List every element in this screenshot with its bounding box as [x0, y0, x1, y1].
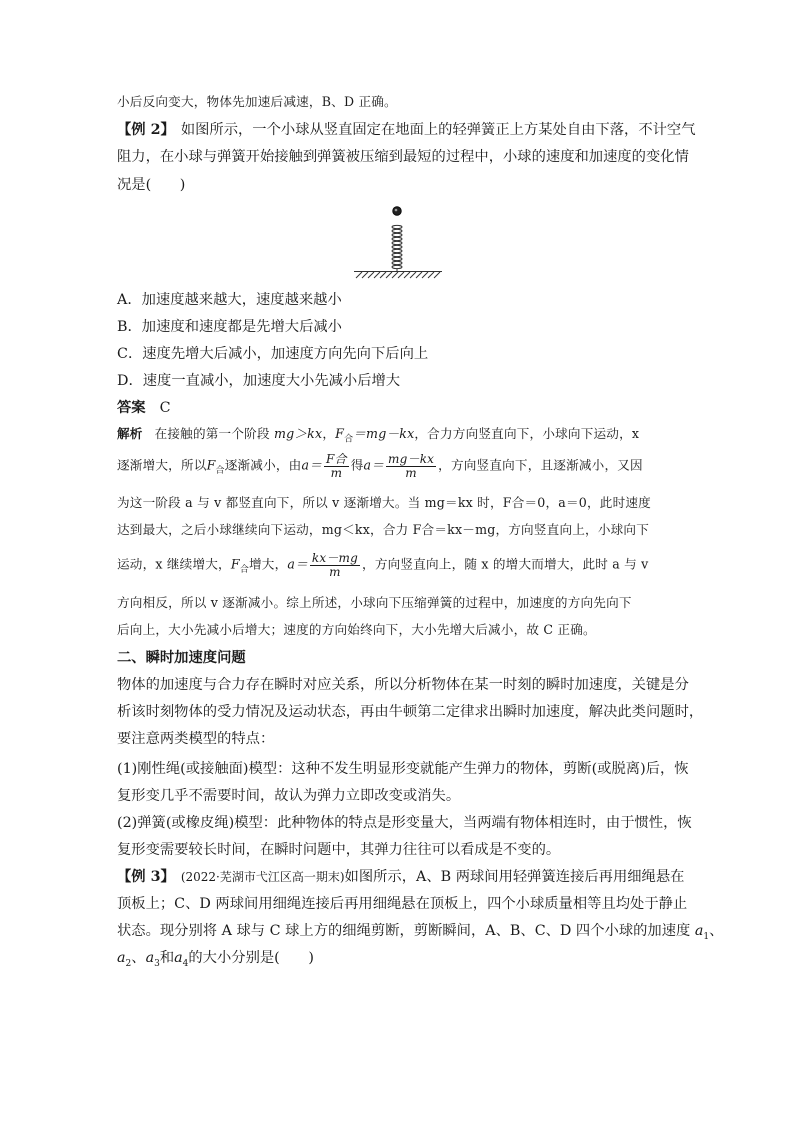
answer-value: C: [159, 400, 171, 416]
analysis-line5: 运动，x 继续增大，$F_合$增大，a＝ $\frac{kx-mg}{m}$ ，方向竖直向上，随 x 的增大而增大，此时 a 与 v: [117, 551, 649, 579]
section2-p1: 物体的加速度与合力存在瞬时对应关系，所以分析物体在某一时刻的瞬时加速度，关键是分: [117, 677, 689, 693]
model2-line1: (2)弹簧(或橡皮绳)模型：此种物体的特点是形变量大，当两端有物体相连时，由于惯性，恢: [117, 815, 692, 831]
example2-tag: 【例 2】: [117, 122, 175, 138]
analysis-line2: 逐渐增大，所以$F_合$逐渐减小，由a＝ $\frac{\text{F合}}{m}$ 得a＝ $\frac{mg-kx}{m}$ ，方向竖直向下，且逐渐减小，又因: [117, 452, 643, 480]
model1-line2: 复形变几乎不需要时间，故认为弹力立即改变或消失。: [117, 788, 461, 804]
example3-line1: 【例 3】 (2022·芜湖市弋江区高一期末)如图所示，A、B 两球间用轻弹簧连接后再用细绳悬在: [117, 869, 685, 885]
answer-label: 答案: [117, 400, 146, 416]
fraction-mg-kx-over-m: $\frac{mg-kx}{m}$: [388, 452, 435, 480]
section2-p3: 要注意两类模型的特点：: [117, 731, 275, 747]
model1-line1: (1)刚性绳(或接触面)模型：这种不发生明显形变就能产生弹力的物体，剪断(或脱离)后，恢: [117, 761, 689, 777]
answer-line: [117, 401, 171, 415]
option-b: B．加速度和速度都是先增大后减小: [117, 319, 342, 335]
example3-line2: 顶板上；C、D 两球间用细绳连接后再用细绳悬在顶板上，四个小球质量相等且均处于静止: [117, 896, 688, 912]
analysis-line7: 后向上，大小先减小后增大；速度的方向始终向下，大小先增大后减小，故 C 正确。: [117, 622, 596, 637]
example2-stem-line1: 【例 2】 如图所示，一个小球从竖直固定在地面上的轻弹簧正上方某处自由下落，不计空气: [117, 122, 696, 138]
ground: [354, 272, 442, 279]
option-c: C．速度先增大后减小，加速度方向先向下后向上: [117, 346, 429, 362]
spring-ball-figure: [352, 203, 444, 281]
spring-coil: [392, 225, 402, 271]
example3-source: (2022·芜湖市弋江区高一期末): [180, 870, 345, 884]
analysis-line3: 为这一阶段 a 与 v 都竖直向下，所以 v 逐渐增大。当 mg＝kx 时，F合＝0，a＝0，此时速度: [117, 495, 651, 510]
example3-tag: 【例 3】: [117, 869, 175, 885]
fraction-kx-mg-over-m: $\frac{kx-mg}{m}$: [311, 551, 359, 579]
falling-ball: [393, 207, 402, 216]
example2-stem-line2: 阻力，在小球与弹簧开始接触到弹簧被压缩到最短的过程中，小球的速度和加速度的变化情: [117, 149, 689, 165]
example3-line3: 状态。现分别将 A 球与 C 球上方的细绳剪断，剪断瞬间，A、B、C、D 四个小球的加速度 $a_1$、: [117, 923, 724, 942]
option-d: D．速度一直减小，加速度大小先减小后增大: [117, 373, 401, 389]
analysis-label: 解析: [117, 426, 143, 441]
section2-heading: 二、瞬时加速度问题: [117, 650, 246, 666]
fraction-f-over-m: $\frac{\text{F合}}{m}$: [326, 452, 347, 480]
analysis-line1: 解析 在接触的第一个阶段 mg＞kx，$F_合=mg-kx$，合力方向竖直向下，小球向下运动，x: [117, 426, 640, 445]
example3-line4: $a_2$、$a_3$和$a_4$的大小分别是( ): [117, 950, 314, 969]
option-a: A．加速度越来越大，速度越来越小: [117, 292, 342, 308]
example2-stem-line3: 况是( ): [117, 177, 186, 193]
analysis-line6: 方向相反，所以 v 逐渐减小。综上所述，小球向下压缩弹簧的过程中，加速度的方向先向下: [117, 595, 632, 610]
intro-tail: 小后反向变大，物体先加速后减速，B、D 正确。: [117, 94, 397, 109]
section2-p2: 析该时刻物体的受力情况及运动状态，再由牛顿第二定律求出瞬时加速度，解决此类问题时，: [117, 704, 704, 720]
analysis-line4: 达到最大，之后小球继续向下运动，mg＜kx，合力 F合＝kx－mg，方向竖直向上，小球向下: [117, 522, 649, 537]
model2-line2: 复形变需要较长时间，在瞬时问题中，其弹力往往可以看成是不变的。: [117, 842, 561, 858]
